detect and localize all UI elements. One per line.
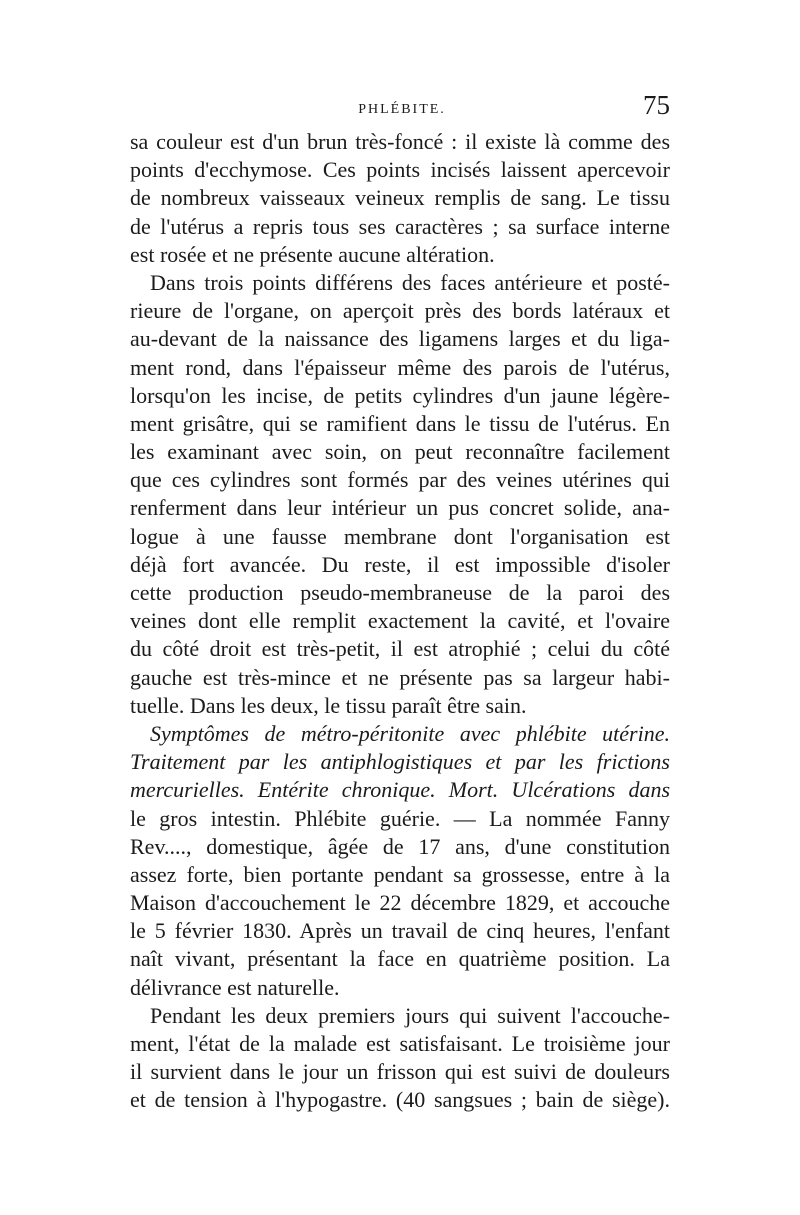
text-line: Maison d'accouchement le 22 décembre 1829, et accouche [130, 890, 670, 916]
text-line: veines dont elle remplit exactement la cavité, et l'ovaire [130, 608, 670, 634]
case-heading-line: mercurielles. Entérite chronique. Mort. Ulcérations dans [130, 777, 670, 803]
text-line: de nombreux vaisseaux veineux remplis de sang. Le tissu [130, 185, 670, 211]
text-line: rieure de l'organe, on aperçoit près des bords latéraux et [130, 298, 670, 324]
text-line: ment, l'état de la malade est satisfaisant. Le troisième jour [130, 1031, 670, 1056]
text-line: Rev...., domestique, âgée de 17 ans, d'une constitution [130, 833, 670, 859]
text-line: que ces cylindres sont formés par des veines utérines qui [130, 467, 670, 493]
text-line: et de tension à l'hypogastre. (40 sangsues ; bain de siège). [130, 1087, 670, 1113]
text-line: sa couleur est d'un brun très-foncé : il existe là comme des [130, 129, 670, 154]
text-line: naît vivant, présentant la face en quatrième position. La [130, 946, 670, 972]
text-line: de l'utérus a repris tous ses caractères ; sa surface interne [130, 213, 670, 239]
text-line: le 5 février 1830. Après un travail de cinq heures, l'enfant [130, 918, 670, 944]
text-line: gauche est très-mince et ne présente pas sa largeur habi- [130, 664, 670, 690]
text-line: points d'ecchymose. Ces points incisés laissent apercevoir [130, 157, 670, 183]
running-title: PHLÉBITE. [358, 102, 446, 117]
text-line: renferment dans leur intérieur un pus concret solide, ana- [130, 495, 670, 521]
text-line: déjà fort avancée. Du reste, il est impossible d'isoler [130, 551, 670, 577]
text-line: assez forte, bien portante pendant sa grossesse, entre à la [130, 861, 670, 887]
page-number: 75 [643, 90, 670, 120]
text-line: le gros intestin. Phlébite guérie. — La nommée Fanny [130, 805, 670, 831]
body-text [130, 128, 670, 1115]
text-line: est rosée et ne présente aucune altération. [130, 241, 495, 267]
case-heading-line: Traitement par les antiphlogistiques et par les frictions [130, 749, 670, 775]
text-line: cette production pseudo-membraneuse de la paroi des [130, 580, 670, 605]
text-line: du côté droit est très-petit, il est atrophié ; celui du côté [130, 636, 670, 662]
text-line: au-devant de la naissance des ligamens larges et du liga- [130, 326, 670, 352]
text-line: les examinant avec soin, on peut reconnaître facilement [130, 439, 670, 465]
text-line: ment rond, dans l'épaisseur même des parois de l'utérus, [130, 354, 670, 380]
case-heading-line: Symptômes de métro-péritonite avec phlébite utérine. [150, 720, 670, 746]
page-header [134, 92, 670, 132]
text-line: lorsqu'on les incise, de petits cylindres d'un jaune légère- [130, 382, 670, 408]
text-line: logue à une fausse membrane dont l'organisation est [130, 523, 670, 549]
text-line: ment grisâtre, qui se ramifient dans le tissu de l'utérus. En [130, 410, 670, 436]
text-line: tuelle. Dans les deux, le tissu paraît être sain. [130, 692, 527, 718]
text-line: il survient dans le jour un frisson qui est suivi de douleurs [130, 1059, 670, 1085]
text-line: délivrance est naturelle. [130, 974, 340, 1000]
paragraph-first-line: Dans trois points différens des faces antérieure et posté- [150, 269, 670, 295]
paragraph-first-line: Pendant les deux premiers jours qui suivent l'accouche- [150, 1002, 670, 1028]
